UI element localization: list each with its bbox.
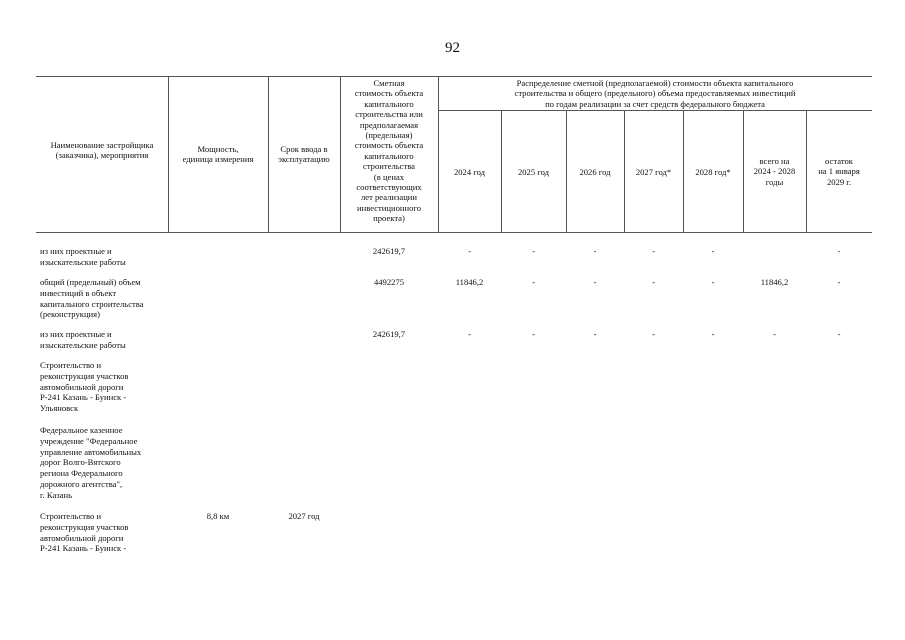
header-year-2024: 2024 год	[453, 167, 486, 177]
row-3-total: -	[773, 329, 776, 339]
row-3-2026: -	[593, 329, 597, 339]
header-estimated-cost: Сметная стоимость объекта капитального строительства или предполагаемая (предельная) стоимость объекта капитального строительства (в ценах соответствующих лет реализации инвестиционного проекта)	[354, 78, 424, 224]
header-remainder: остаток на 1 января 2029 г.	[818, 156, 860, 187]
page-number: 92	[445, 40, 460, 56]
row-2-2025: -	[532, 277, 535, 287]
row-6-deadline: 2027 год	[288, 511, 320, 521]
header-year-2028: 2028 год*	[695, 167, 731, 177]
row-1-2028: -	[711, 246, 715, 256]
row-6-name: Строительство и реконструкция участков автомобильной дороги Р-241 Казань - Буинск -	[40, 511, 129, 554]
row-1-name: из них проектные и изыскательские работы	[40, 246, 126, 267]
row-3-2027: -	[652, 329, 655, 339]
row-3-2025: -	[532, 329, 535, 339]
header-total: всего на 2024 - 2028 годы	[753, 156, 796, 187]
row-3-2028: -	[711, 329, 715, 339]
row-2-remainder: -	[837, 277, 841, 287]
header-year-2025: 2025 год	[517, 167, 550, 177]
header-deadline: Срок ввода в эксплуатацию	[278, 144, 330, 165]
row-1-cost: 242619,7	[372, 246, 406, 256]
row-6-capacity: 8,8 км	[206, 511, 230, 521]
row-1-remainder: -	[837, 246, 841, 256]
row-3-remainder: -	[837, 329, 841, 339]
row-4-name: Строительство и реконструкция участков автомобильной дороги Р-241 Казань - Буинск - Ульяновск	[40, 360, 129, 414]
header-capacity: Мощность, единица измерения	[182, 144, 254, 165]
header-distribution: Распределение сметной (предполагаемой) стоимости объекта капитального строительства и общего (предельного) объема предоставляемых инвестиций по годам реализации за счет средств федерального бюджета	[514, 78, 796, 109]
row-1-2026: -	[593, 246, 597, 256]
table-top-border	[36, 76, 872, 77]
row-2-2024: 11846,2	[455, 277, 484, 287]
row-1-2025: -	[532, 246, 535, 256]
row-1-2027: -	[652, 246, 655, 256]
row-2-total: 11846,2	[760, 277, 789, 287]
header-name: Наименование застройщика (заказчика), мероприятия	[50, 140, 154, 161]
row-5-name: Федеральное казенное учреждение "Федеральное управление автомобильных дорог Волго-Вятского региона Федерального дорожного агентства", г. Казань	[40, 425, 142, 500]
row-2-name: общий (предельный) объем инвестиций в объект капитального строительства (реконструкция)	[40, 277, 144, 320]
row-2-cost: 4492275	[373, 277, 405, 287]
row-3-cost: 242619,7	[372, 329, 406, 339]
header-year-2026: 2026 год	[579, 167, 611, 177]
row-3-name: из них проектные и изыскательские работы	[40, 329, 126, 350]
row-2-2028: -	[711, 277, 715, 287]
header-bottom-border	[36, 232, 872, 233]
row-2-2026: -	[593, 277, 597, 287]
row-2-2027: -	[652, 277, 655, 287]
row-1-2024: -	[468, 246, 471, 256]
row-3-2024: -	[468, 329, 471, 339]
header-year-2027: 2027 год*	[635, 167, 672, 177]
